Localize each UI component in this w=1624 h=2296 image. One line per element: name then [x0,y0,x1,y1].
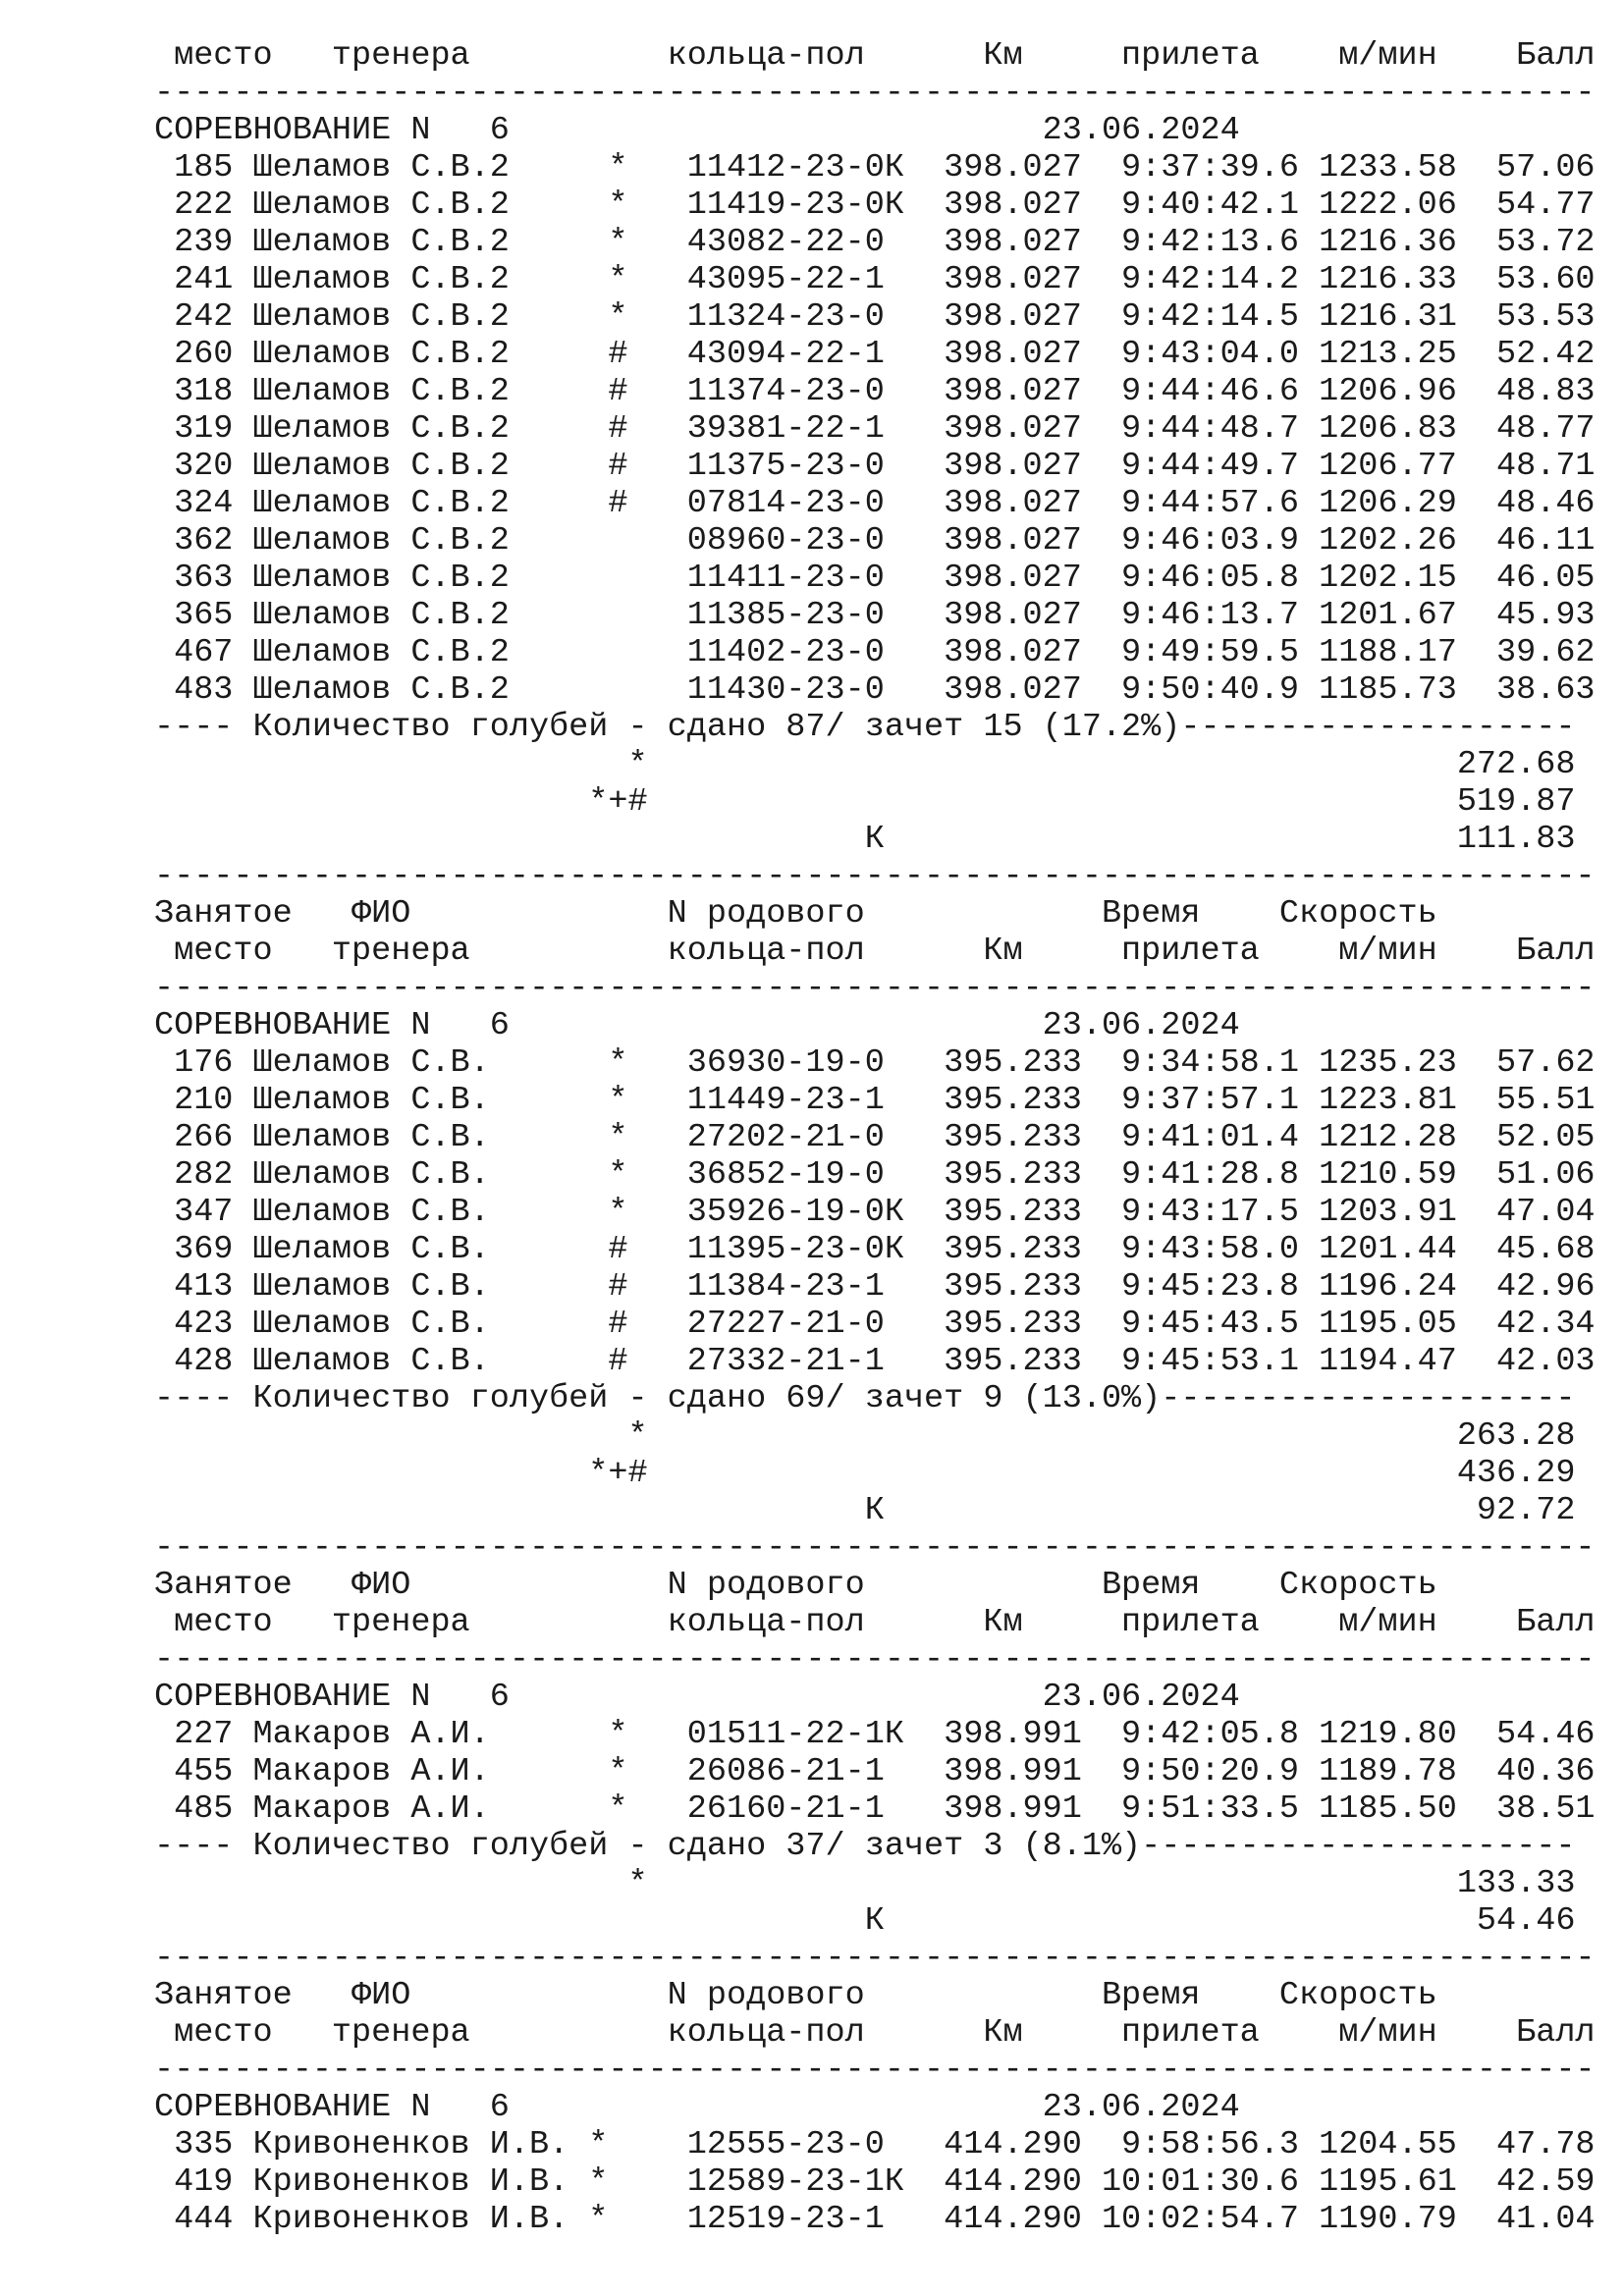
result-row: 210 Шеламов С.В. * 11449-23-1 395.233 9:37:57.1 1223.81 55.51 [154,1082,1596,1119]
result-row: 242 Шеламов С.В.2 * 11324-23-0 398.027 9:42:14.5 1216.31 53.53 [154,298,1596,336]
total-line: К 111.83 [154,821,1576,858]
column-header: место тренера кольца-пол Км прилета м/мин Балл [154,933,1596,970]
result-row: 266 Шеламов С.В. * 27202-21-0 395.233 9:41:01.4 1212.28 52.05 [154,1119,1596,1156]
result-row: 428 Шеламов С.В. # 27332-21-1 395.233 9:45:53.1 1194.47 42.03 [154,1343,1596,1380]
result-row: 369 Шеламов С.В. # 11395-23-0К 395.233 9:43:58.0 1201.44 45.68 [154,1231,1596,1268]
column-header: место тренера кольца-пол Км прилета м/мин Балл [154,37,1596,75]
separator-line: ------------------------------------------------------------------------- [154,1940,1596,1977]
result-row: 282 Шеламов С.В. * 36852-19-0 395.233 9:41:28.8 1210.59 51.06 [154,1156,1596,1194]
result-row: 176 Шеламов С.В. * 36930-19-0 395.233 9:34:58.1 1235.23 57.62 [154,1044,1596,1082]
total-line: К 54.46 [154,1902,1576,1940]
result-row: 241 Шеламов С.В.2 * 43095-22-1 398.027 9:42:14.2 1216.33 53.60 [154,261,1596,298]
competition-header: СОРЕВНОВАНИЕ N 6 23.06.2024 [154,1679,1240,1716]
total-line: *+# 436.29 [154,1455,1576,1492]
total-line: К 92.72 [154,1492,1576,1529]
separator-line: ------------------------------------------------------------------------- [154,858,1596,895]
column-header: Занятое ФИО N родового Время Скорость [154,1977,1437,2014]
total-line: * 272.68 [154,746,1576,783]
competition-header: СОРЕВНОВАНИЕ N 6 23.06.2024 [154,1007,1240,1044]
result-row: 467 Шеламов С.В.2 11402-23-0 398.027 9:49:59.5 1188.17 39.62 [154,634,1596,671]
results-document [154,37,1596,2238]
separator-line: ------------------------------------------------------------------------- [154,970,1596,1007]
column-header: место тренера кольца-пол Км прилета м/мин Балл [154,1604,1596,1641]
result-row: 365 Шеламов С.В.2 11385-23-0 398.027 9:46:13.7 1201.67 45.93 [154,597,1596,634]
result-row: 260 Шеламов С.В.2 # 43094-22-1 398.027 9:43:04.0 1213.25 52.42 [154,336,1596,373]
total-line: * 263.28 [154,1417,1576,1455]
result-row: 239 Шеламов С.В.2 * 43082-22-0 398.027 9:42:13.6 1216.36 53.72 [154,224,1596,261]
separator-line: ------------------------------------------------------------------------- [154,2052,1596,2089]
summary-line: ---- Количество голубей - сдано 37/ зачет 3 (8.1%)---------------------- [154,1828,1576,1865]
separator-line: ------------------------------------------------------------------------- [154,75,1596,112]
result-row: 444 Кривоненков И.В. * 12519-23-1 414.290 10:02:54.7 1190.79 41.04 [154,2201,1596,2238]
summary-line: ---- Количество голубей - сдано 87/ зачет 15 (17.2%)-------------------- [154,709,1576,746]
result-row: 347 Шеламов С.В. * 35926-19-0К 395.233 9:43:17.5 1203.91 47.04 [154,1194,1596,1231]
result-row: 455 Макаров А.И. * 26086-21-1 398.991 9:50:20.9 1189.78 40.36 [154,1753,1596,1790]
result-row: 485 Макаров А.И. * 26160-21-1 398.991 9:51:33.5 1185.50 38.51 [154,1790,1596,1828]
result-row: 318 Шеламов С.В.2 # 11374-23-0 398.027 9:44:46.6 1206.96 48.83 [154,373,1596,410]
result-row: 324 Шеламов С.В.2 # 07814-23-0 398.027 9:44:57.6 1206.29 48.46 [154,485,1596,522]
summary-line: ---- Количество голубей - сдано 69/ зачет 9 (13.0%)--------------------- [154,1380,1576,1417]
competition-header: СОРЕВНОВАНИЕ N 6 23.06.2024 [154,2089,1240,2126]
column-header: место тренера кольца-пол Км прилета м/мин Балл [154,2014,1596,2052]
column-header: Занятое ФИО N родового Время Скорость [154,1567,1437,1604]
column-header: Занятое ФИО N родового Время Скорость [154,895,1437,933]
result-row: 483 Шеламов С.В.2 11430-23-0 398.027 9:50:40.9 1185.73 38.63 [154,671,1596,709]
result-row: 362 Шеламов С.В.2 08960-23-0 398.027 9:46:03.9 1202.26 46.11 [154,522,1596,560]
result-row: 222 Шеламов С.В.2 * 11419-23-0К 398.027 9:40:42.1 1222.06 54.77 [154,187,1596,224]
competition-header: СОРЕВНОВАНИЕ N 6 23.06.2024 [154,112,1240,149]
result-row: 413 Шеламов С.В. # 11384-23-1 395.233 9:45:23.8 1196.24 42.96 [154,1268,1596,1306]
separator-line: ------------------------------------------------------------------------- [154,1641,1596,1679]
result-row: 335 Кривоненков И.В. * 12555-23-0 414.290 9:58:56.3 1204.55 47.78 [154,2126,1596,2163]
result-row: 363 Шеламов С.В.2 11411-23-0 398.027 9:46:05.8 1202.15 46.05 [154,560,1596,597]
separator-line: ------------------------------------------------------------------------- [154,1529,1596,1567]
total-line: * 133.33 [154,1865,1576,1902]
result-row: 319 Шеламов С.В.2 # 39381-22-1 398.027 9:44:48.7 1206.83 48.77 [154,410,1596,448]
result-row: 320 Шеламов С.В.2 # 11375-23-0 398.027 9:44:49.7 1206.77 48.71 [154,448,1596,485]
result-row: 423 Шеламов С.В. # 27227-21-0 395.233 9:45:43.5 1195.05 42.34 [154,1306,1596,1343]
total-line: *+# 519.87 [154,783,1576,821]
result-row: 227 Макаров А.И. * 01511-22-1К 398.991 9:42:05.8 1219.80 54.46 [154,1716,1596,1753]
result-row: 185 Шеламов С.В.2 * 11412-23-0К 398.027 9:37:39.6 1233.58 57.06 [154,149,1596,187]
result-row: 419 Кривоненков И.В. * 12589-23-1К 414.290 10:01:30.6 1195.61 42.59 [154,2163,1596,2201]
